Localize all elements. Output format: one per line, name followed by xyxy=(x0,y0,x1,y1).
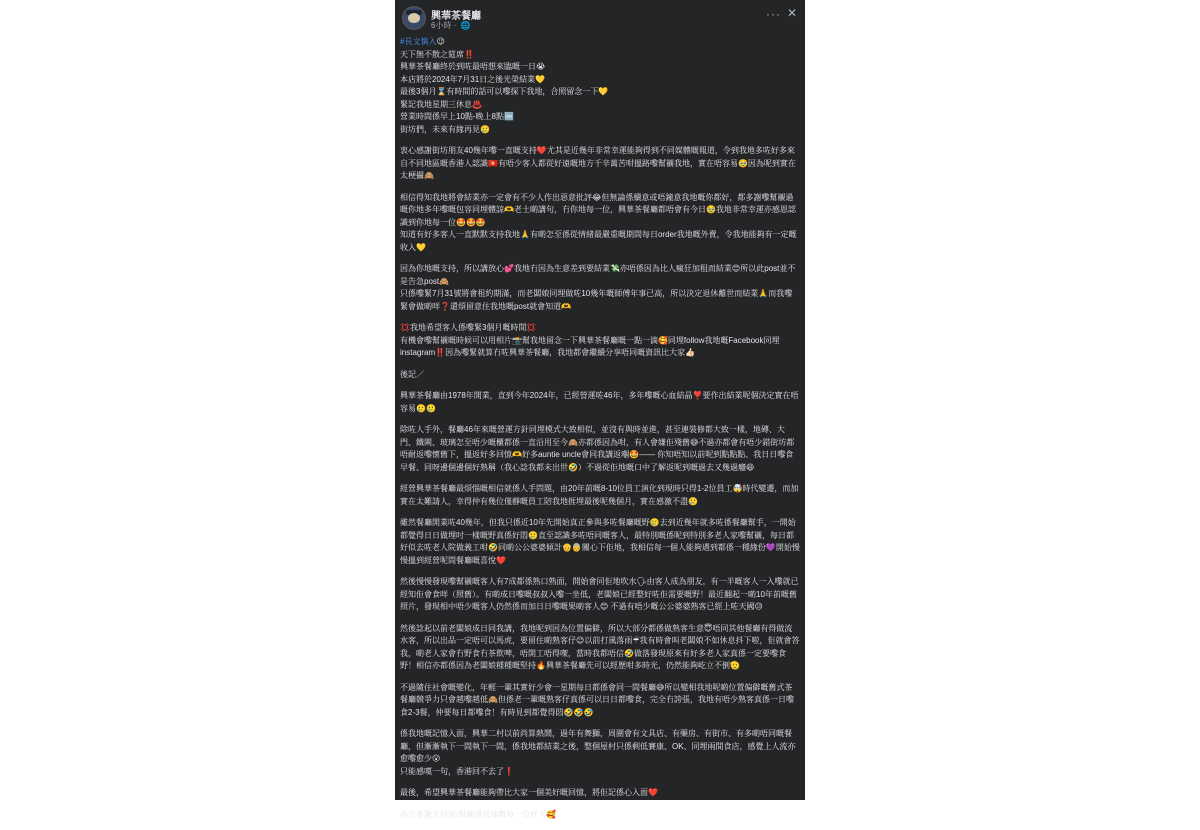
post-line: 經營興華茶餐廳最煩惱嘅相信就係人手問題，由20年前嘅8-10位員工演化到現時只得1-2位員工🤯時代變遷，而加實在太難請人，幸得仲有幾位僅靜嘅員工陪我地捱埋最後呢幾個月，實在感激不盡🥲 xyxy=(400,484,799,506)
post-line: 衷心感謝街坊朋友40幾年嚟一直嘅支持❤️尤其是近幾年非常幸運能夠得到不同媒體嘅報道，令到我地多咗好多來自不同地區嘅香港人認識🇭🇰有唔少客人都從好遠嘅地方千辛萬苦咁搵路嚟幫襯我地，實在唔容易🥹因為呢到實在太梗攝🙈 xyxy=(400,146,796,180)
post-line: 本店將於2024年7月31日之後光榮結業💛 xyxy=(400,74,546,84)
dot-separator: · xyxy=(453,21,457,30)
post-paragraph xyxy=(400,390,800,415)
post-line: 興華茶餐廳由1978年開業，直到今年2024年，已經營運咗46年，多年嚟嘅心血結晶❣️要作出結業呢個決定實在唔容易🥲🥲 xyxy=(400,391,799,413)
post-paragraph xyxy=(400,263,800,313)
post-line: 興華茶餐廳終於到咗最唔想來臨嘅一日😭 xyxy=(400,62,546,71)
post-paragraph xyxy=(400,322,800,360)
post-paragraph xyxy=(400,192,800,255)
post-line: 係我地嘅記憶入面，興華二村以前尚算熱鬧，過年有舞獅，周圍會有文具店、有藥房、有街市、有多啲唔同嘅餐廳，但漸漸執下一間執下一間，係我地都結業之後，整個屋村只係剩低賽康、OK、同埋兩間食店，感覺上人流亦愈嚟愈少😮 xyxy=(400,729,796,763)
post-line: 街坊們，未來有緣再見🥲 xyxy=(400,124,490,134)
post-line: 雖然餐廳開業咗40幾年，但我只係近10年先開始真正參與多咗餐廳嘅野🥲去到近幾年就多咗係餐廳幫手，一開始都覺得日日做埋吋一樣嘅野真係好悶🥲直至認識多咗唔同嘅客人，最特別嘅係呢到特別多老人家嚟幫襯，每日都好似去咗老人院做義工咁🤣同啲公公婆婆傾計👴👵關心下佢地，我相信每一個人能夠遇到都係一種緣份💜開始慢慢搵到經營呢間餐廳嘅喜悅❤️ xyxy=(400,518,800,565)
post-paragraph xyxy=(400,576,800,614)
post-line: 天下無不散之筵席‼️ xyxy=(400,49,474,59)
post-line: 最後，希望興華茶餐廳能夠帶比大家一個美好嘅回憶，將佢記係心入面❤️ xyxy=(400,788,658,797)
post-paragraph xyxy=(400,517,800,567)
post-line: 知道有好多客人一直默默支持我地🙏有啲怎至係從情緒最嚴重嘅期間每日order我地嘅外賣，令我地能夠有一定嘅收入💛 xyxy=(400,230,797,252)
post-text xyxy=(400,36,800,136)
post-line: 不過隨住社會嘅變化，年輕一輩其實好少會一星期每日都係會同一間餐廳😅所以變相我地呢啲位置偏僻嘅舊式茶餐廳競爭力只會越嚟越低🙈但係老一輩嘅熟客仔真係可以日日都嚟食，完全冇誇張，我地有唔少熟客真係一日嚟食2-3餐，仲要每日都嚟食！有時見到都覺得悶🤣🤣🤣 xyxy=(400,682,794,717)
post-paragraph xyxy=(400,145,800,183)
post-paragraph xyxy=(400,623,800,673)
post-line: 有機會嚟幫襯嘅時候可以用相片📸幫我地留念一下興華茶餐廳嘅一點一滴🥰同埋follow我地嘅Facebook同埋instagram‼️因為嚟緊就算冇咗興華茶餐廳，我地都會繼續分享唔同嘅資訊比大家👍🏻 xyxy=(400,335,780,357)
post-line: 除咗人手外，餐廳46年來嘅營運方針同埋模式大致相似，並沒有與時並進，甚至連裝修都大致一樣，地磚、大門、鐵閘、玻璃怎至唔少嘅櫃都係一直沿用至今🙈亦都係因為咁，有人會嫌佢殘舊😅不過亦都會有唔少錯街坊都唔耐返嚟懷舊下，搵返好多回憶🫶好多auntie uncle會同我講返嗰🤩—— 你知唔知以前呢到點點點、我日日嚟食早餐、同呀邊個邊個好熟稱（我心諗我都未出世🤣）不過從佢地嘅口中了解返呢到嘅過去又幾過癮😆 xyxy=(400,425,795,472)
post-paragraph xyxy=(400,787,800,800)
post-paragraph xyxy=(400,809,800,822)
post-paragraph xyxy=(400,424,800,474)
hashtag-emoji: 😉 xyxy=(436,37,445,46)
page-avatar[interactable] xyxy=(402,6,426,30)
close-icon[interactable]: ✕ xyxy=(787,6,798,20)
post-line: 💢我地希望客人係嚟緊3個月嘅時間💢 xyxy=(400,323,537,332)
post-paragraph xyxy=(400,682,800,720)
post-line: 最後3個月⌛有時間的話可以嚟探下我地，合照留念一下💛 xyxy=(400,87,609,96)
post-line: 然後慢慢發現嚟幫襯嘅客人有7成都係熟口熟面，開始會同佢地吹水🗣由客人成為朋友，有一半嘅客人一入嚟就已經知佢會食咩（照舊）。有啲成日嚟嘅叔叔入嚟一坐低，老闆娘已經整好咗佢需要嘅野！最近翻起一啲10年前嘅舊照片，發現相中唔少嘅客人仍然係而加日日嚟嘅果啲客人😊 不過有唔少嘅公公婆婆熟客已經上咗天國😥 xyxy=(400,577,799,611)
post-time[interactable]: 6小時 xyxy=(431,21,452,30)
globe-icon: 🌐 xyxy=(460,21,471,30)
post-line: 因為你地嘅支持，所以講放心💕我地冇因為生意差到要結業💸亦唔係因為比人瘋狂加租而結業😊所以此post並不是告急post🙈 xyxy=(400,264,796,286)
post-line: 只係嚟緊7月31號將會租約期滿，而老闆娘同埋做咗10幾年嘅師傅年事已高，所以決定退休離世而結業🙏而我嚟緊會做啲咩❓還煩留意住我地嘅post就會知道🫶 xyxy=(400,289,793,311)
post-meta xyxy=(431,20,471,31)
post-line: 營業時間係早上10點-晚上8點🆒 xyxy=(400,112,514,121)
hashtag-link[interactable]: #長文慎入 xyxy=(400,37,437,46)
post-body xyxy=(400,36,800,830)
post-line: 後記／ xyxy=(400,369,424,379)
page-name-link[interactable]: 興華茶餐廳 xyxy=(431,11,481,22)
post-line: 相信得知我地將會結業亦一定會有不少人作出惡意批評😂但無論係續意或唔鐘意我地嘅你都好，都多謝嚟幫襯過嘅你地多年嚟嘅包容同埋體諒🫶老土啲講句，冇你地每一位，興華茶餐廳都唔會有今日🥹我地非常幸運亦感恩認識到你地每一位🤩🤩🤩 xyxy=(400,192,796,227)
facebook-post xyxy=(395,0,805,819)
post-paragraph xyxy=(400,369,800,382)
post-paragraph xyxy=(400,728,800,778)
post-line: 再次多謝支持過/幫襯過我地嘅每一位好人🥰 xyxy=(400,809,557,819)
post-first-line xyxy=(400,36,800,49)
post-line: 只能感嘆一句，香港回不去了❗ xyxy=(400,766,514,776)
more-horizontal-icon[interactable]: ··· xyxy=(766,7,781,21)
post-line: 緊記我地星期三休息♨️ xyxy=(400,99,482,109)
post-line: 然後諗起以前老闆娘成日同我講，我地呢到因為位置偏僻，所以大部分都係做熟客生意😇唔同其他餐廳有得做流水客，所以出品一定唔可以馬虎，要留住啲熟客仔😉以前打風落雨☔我有時會叫老闆娘不如休息抖下啦，佢就會答我，啲老人家會冇野食冇茶飲啤，唔開工唔得㗎，當時我都唔信🤣做落發現原來有好多老人家真係一定要嚟食野！相信亦都係因為老闆娘種種嘅堅持🔥興華茶餐廳先可以經歷咁多時光，仍然能夠屹立不倒🫡 xyxy=(400,623,800,670)
post-paragraph xyxy=(400,483,800,508)
post-header xyxy=(395,0,805,40)
avatar-face xyxy=(408,13,420,23)
